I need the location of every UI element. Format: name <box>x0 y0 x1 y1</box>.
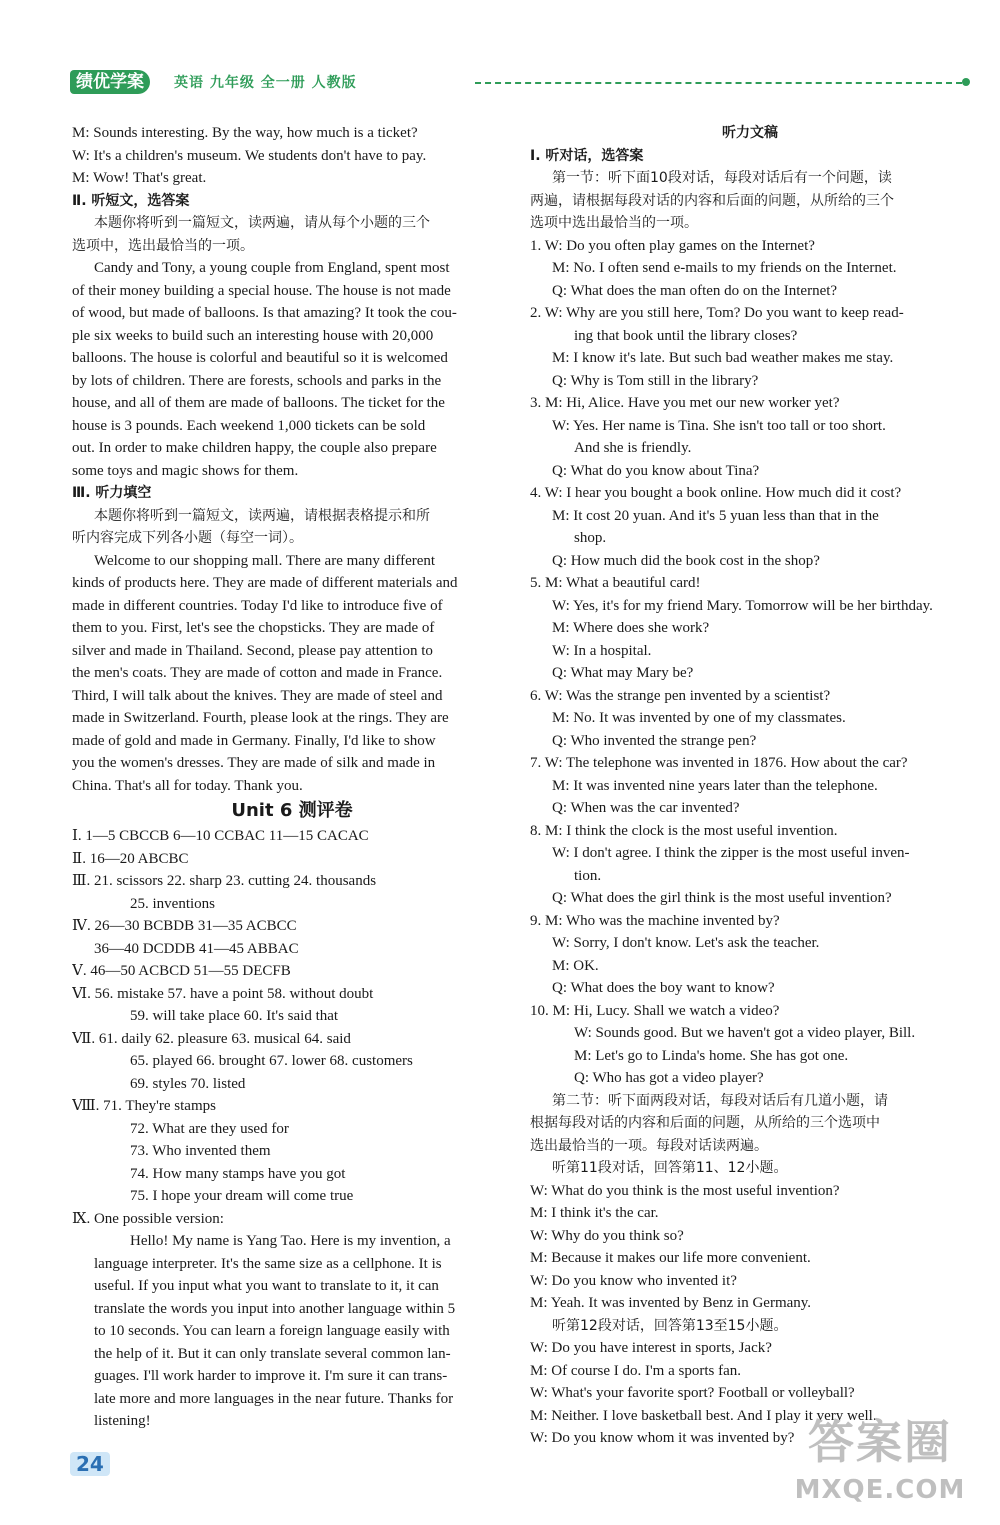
right-text-line: M: Because it makes our life more convenient. <box>530 1250 811 1266</box>
right-text-line: Q: What does the man often do on the Internet? <box>552 282 838 299</box>
right-text-line: W: What's your favorite sport? Football or volleyball? <box>530 1385 855 1401</box>
right-text-line: M: Where does she work? <box>552 620 710 636</box>
left-text-line: Ⅲ. 听力填空 <box>72 485 152 501</box>
right-text-line: M: No. It was invented by one of my classmates. <box>552 710 846 726</box>
left-text-line: listening! <box>94 1413 151 1429</box>
left-text-line: M: Sounds interesting. By the way, how much is a ticket? <box>72 125 418 141</box>
page-number: 24 <box>70 1452 110 1476</box>
left-text-line: the help of it. But it can only translate several common lan- <box>94 1345 451 1362</box>
right-text-line: M: Of course I do. I'm a sports fan. <box>530 1362 741 1379</box>
left-text-line: Ⅷ. 71. They're stamps <box>72 1098 216 1114</box>
left-text-line: China. That's all for today. Thank you. <box>72 777 303 794</box>
left-text-line: Ⅵ. 56. mistake 57. have a point 58. without doubt <box>72 985 374 1002</box>
watermark-logo: 答案圈 <box>808 1415 952 1469</box>
right-text-line: Q: Who has got a video player? <box>574 1070 764 1086</box>
right-text-line: W: Sounds good. But we haven't got a video player, Bill. <box>574 1025 916 1041</box>
right-text-line: shop. <box>574 530 607 546</box>
left-text-line: 36—40 DCDDB 41—45 ABBAC <box>94 940 299 957</box>
left-text-line: ple six weeks to build such an interesting house with 20,000 <box>72 327 434 344</box>
right-text-line: W: Yes. Her name is Tina. She isn't too tall or too short. <box>552 417 886 434</box>
left-text-line: Ⅲ. 21. scissors 22. sharp 23. cutting 24. thousands <box>72 873 377 889</box>
right-text-line: 第二节：听下面两段对话，每段对话后有几道小题，请 <box>552 1092 888 1109</box>
left-text-line: house, and all of them are made of balloons. The ticket for the <box>72 395 445 411</box>
left-text-line: silver and made in Thailand. Second, please pay attention to <box>72 642 433 659</box>
right-text-line: Q: What does the girl think is the most useful invention? <box>552 890 892 906</box>
right-text-line: Q: What do you know about Tina? <box>552 462 760 479</box>
left-text-line: some toys and magic shows for them. <box>72 462 299 479</box>
right-text-line: 5. M: What a beautiful card! <box>530 575 701 591</box>
right-text-line: Q: How much did the book cost in the shop? <box>552 552 820 569</box>
left-text-line: Ⅸ. One possible version: <box>72 1210 224 1227</box>
right-text-line: 选项中选出最恰当的一项。 <box>530 215 698 231</box>
left-text-line: 72. What are they used for <box>130 1120 289 1137</box>
right-text-line: Q: What does the boy want to know? <box>552 980 775 996</box>
left-text-line: Ⅰ. 1—5 CBCCB 6—10 CCBAC 11—15 CACAC <box>72 828 369 844</box>
left-text-line: guages. I'll work harder to improve it. I'm sure it can trans- <box>94 1368 448 1384</box>
right-text-line: 3. M: Hi, Alice. Have you met our new worker yet? <box>530 395 840 411</box>
right-text-line: 7. W: The telephone was invented in 1876. How about the car? <box>530 755 908 771</box>
left-text-line: 69. styles 70. listed <box>130 1075 246 1092</box>
right-text-line: 根据每段对话的内容和后面的问题，从所给的三个选项中 <box>530 1115 880 1131</box>
right-text-line: 8. M: I think the clock is the most useful invention. <box>530 822 838 839</box>
right-text-line: 9. M: Who was the machine invented by? <box>530 912 780 929</box>
left-text-line: 59. will take place 60. It's said that <box>130 1008 339 1024</box>
right-text-line: 1. W: Do you often play games on the Internet? <box>530 237 815 254</box>
left-text-line: the men's coats. They are made of cotton and made in France. <box>72 665 443 681</box>
right-text-line: 听力文稿 <box>722 125 778 141</box>
left-text-line: W: It's a children's museum. We students don't have to pay. <box>72 147 427 164</box>
right-text-line: 2. W: Why are you still here, Tom? Do you want to keep read- <box>530 305 904 321</box>
left-text-line: language interpreter. It's the same size as a cellphone. It is <box>94 1255 442 1272</box>
watermark-url: MXQE.COM <box>794 1475 966 1505</box>
brand-logo: 绩优学案 <box>70 70 150 94</box>
header-divider <box>475 82 962 84</box>
right-text-line: M: Neither. I love basketball best. And I play it very well. <box>530 1407 877 1424</box>
left-text-line: 73. Who invented them <box>130 1143 271 1159</box>
right-text-line: M: No. I often send e-mails to my friends on the Internet. <box>552 260 897 276</box>
right-text-line: tion. <box>574 867 602 884</box>
right-column <box>530 122 970 1450</box>
right-text-line: M: I know it's late. But such bad weather makes me stay. <box>552 350 894 366</box>
left-text-line: made of gold and made in Germany. Finally, I'd like to show <box>72 732 436 749</box>
right-text-line: ing that book until the library closes? <box>574 327 798 344</box>
right-text-line: 听第12段对话，回答第13至15小题。 <box>552 1317 788 1334</box>
right-text-line: 第一节：听下面10段对话，每段对话后有一个问题，读 <box>552 170 892 186</box>
left-text-line: Ⅳ. 26—30 BCBDB 31—35 ACBCC <box>72 918 297 934</box>
right-text-line: W: What do you think is the most useful invention? <box>530 1182 840 1199</box>
left-text-line: late more and more languages in the near future. Thanks for <box>94 1390 454 1407</box>
right-text-line: 6. W: Was the strange pen invented by a scientist? <box>530 687 831 704</box>
right-text-line: W: Sorry, I don't know. Let's ask the teacher. <box>552 935 820 951</box>
left-text-line: made in Switzerland. Fourth, please look at the rings. They are <box>72 710 449 726</box>
left-text-line: them to you. First, let's see the chopsticks. They are made of <box>72 620 435 636</box>
right-text-line: M: Yeah. It was invented by Benz in Germany. <box>530 1295 812 1311</box>
right-text-line: M: I think it's the car. <box>530 1205 659 1221</box>
right-text-line: W: In a hospital. <box>552 642 652 659</box>
left-text-line: balloons. The house is colorful and beautiful so it is welcomed <box>72 350 448 366</box>
left-text-line: Ⅱ. 听短文，选答案 <box>72 192 190 209</box>
left-text-line: translate the words you input into another language within 5 <box>94 1300 456 1317</box>
left-text-line: M: Wow! That's great. <box>72 170 207 186</box>
left-text-line: 听内容完成下列各小题（每空一词）。 <box>72 530 303 546</box>
left-text-line: Third, I will talk about the knives. They are made of steel and <box>72 687 443 704</box>
page-header <box>70 70 970 96</box>
right-text-line: Q: When was the car invented? <box>552 800 740 816</box>
right-text-line: W: Do you know who invented it? <box>530 1272 737 1289</box>
right-text-line: 听第11段对话，回答第11、12小题。 <box>552 1160 788 1176</box>
right-text-line: Q: Who invented the strange pen? <box>552 732 757 749</box>
left-text-line: useful. If you input what you want to translate to it, it can <box>94 1278 439 1294</box>
watermark <box>780 1412 980 1516</box>
left-text-line: of wood, but made of balloons. Is that amazing? It took the cou- <box>72 305 457 321</box>
right-text-line: 4. W: I hear you bought a book online. How much did it cost? <box>530 485 902 501</box>
left-text-line: kinds of products here. They are made of different materials and <box>72 575 458 591</box>
right-text-line: W: Why do you think so? <box>530 1227 684 1244</box>
left-text-line: 本题你将听到一篇短文，读两遍，请从每个小题的三个 <box>94 215 430 231</box>
right-text-line: 两遍，请根据每段对话的内容和后面的问题，从所给的三个 <box>530 192 894 209</box>
left-text-line: 25. inventions <box>130 895 215 912</box>
left-text-line: 75. I hope your dream will come true <box>130 1188 354 1204</box>
right-text-line: And she is friendly. <box>574 440 692 456</box>
left-text-line: of their money building a special house. The house is not made <box>72 282 451 299</box>
left-text-line: 74. How many stamps have you got <box>130 1165 346 1182</box>
right-text-line: 10. M: Hi, Lucy. Shall we watch a video? <box>530 1002 780 1019</box>
left-text-line: 选项中，选出最恰当的一项。 <box>72 237 254 254</box>
left-text-line: by lots of children. There are forests, schools and parks in the <box>72 372 442 389</box>
left-text-line: house is 3 pounds. Each weekend 1,000 tickets can be sold <box>72 417 426 434</box>
left-text-line: 本题你将听到一篇短文，读两遍，请根据表格提示和所 <box>94 507 430 524</box>
left-text-line: Ⅱ. 16—20 ABCBC <box>72 850 189 867</box>
left-text-line: made in different countries. Today I'd like to introduce five of <box>72 597 443 614</box>
right-text-line: M: OK. <box>552 957 599 974</box>
left-text-line: Welcome to our shopping mall. There are many different <box>94 552 436 569</box>
left-text-line: 65. played 66. brought 67. lower 68. customers <box>130 1053 413 1069</box>
right-text-line: 选出最恰当的一项。每段对话读两遍。 <box>530 1137 768 1154</box>
right-text-line: M: It was invented nine years later than the telephone. <box>552 777 878 794</box>
header-dot-icon <box>962 78 970 86</box>
right-text-line: Ⅰ. 听对话，选答案 <box>530 147 644 164</box>
left-text-line: out. In order to make children happy, the couple also prepare <box>72 440 437 456</box>
left-text-line: Unit 6 测评卷 <box>231 800 353 821</box>
right-text-line: Q: What may Mary be? <box>552 665 694 681</box>
left-text-line: Ⅴ. 46—50 ACBCD 51—55 DECFB <box>72 963 291 979</box>
right-text-line: W: I don't agree. I think the zipper is the most useful inven- <box>552 845 910 861</box>
left-column <box>72 122 512 1433</box>
right-text-line: M: Let's go to Linda's home. She has got one. <box>574 1047 849 1064</box>
right-text-line: Q: Why is Tom still in the library? <box>552 372 759 389</box>
left-text-line: you the women's dresses. They are made of silk and made in <box>72 755 436 771</box>
left-text-line: to 10 seconds. You can learn a foreign language easily with <box>94 1323 450 1339</box>
left-text-line: Ⅶ. 61. daily 62. pleasure 63. musical 64. said <box>72 1030 351 1047</box>
right-text-line: W: Do you have interest in sports, Jack? <box>530 1340 772 1356</box>
right-text-line: W: Yes, it's for my friend Mary. Tomorrow will be her birthday. <box>552 597 933 614</box>
right-text-line: M: It cost 20 yuan. And it's 5 yuan less than that in the <box>552 507 879 524</box>
right-text-line: W: Do you know whom it was invented by? <box>530 1430 795 1446</box>
header-subtitle: 英语 九年级 全一册 人教版 <box>174 75 357 91</box>
left-text-line: Candy and Tony, a young couple from England, spent most <box>94 260 450 276</box>
left-text-line: Hello! My name is Yang Tao. Here is my invention, a <box>130 1233 451 1249</box>
